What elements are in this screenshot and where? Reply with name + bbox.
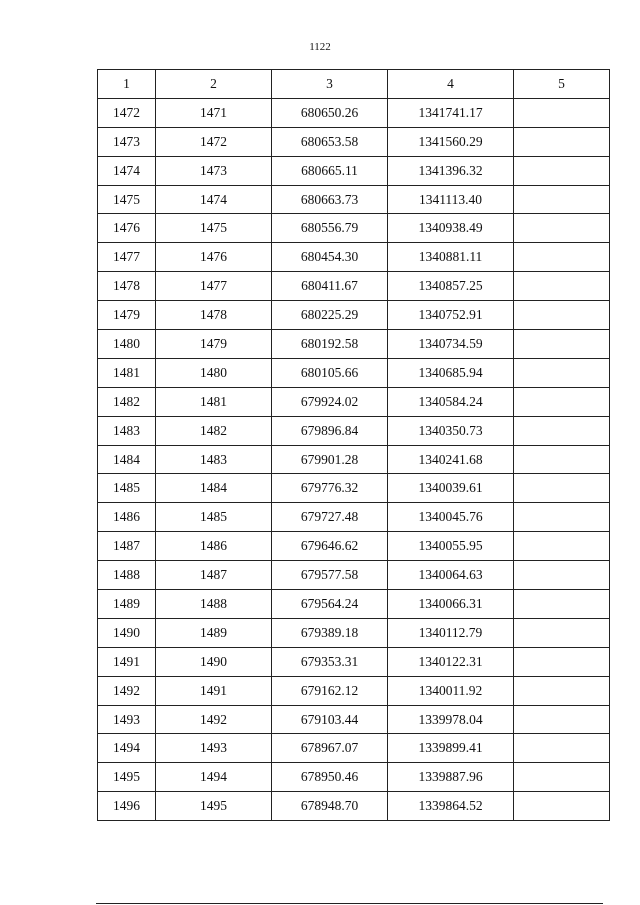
table-cell xyxy=(514,358,610,387)
table-cell: 680665.11 xyxy=(272,156,388,185)
table-cell: 679353.31 xyxy=(272,647,388,676)
table-cell: 1340734.59 xyxy=(388,330,514,359)
table-cell: 1472 xyxy=(98,98,156,127)
table-cell: 1483 xyxy=(156,445,272,474)
table-row xyxy=(98,243,610,272)
table-cell: 1481 xyxy=(156,387,272,416)
table-cell: 1475 xyxy=(98,185,156,214)
table-cell: 1340055.95 xyxy=(388,532,514,561)
table-cell: 680650.26 xyxy=(272,98,388,127)
table-cell: 1473 xyxy=(156,156,272,185)
table-cell: 1492 xyxy=(156,705,272,734)
table-cell: 679103.44 xyxy=(272,705,388,734)
table-cell: 1339899.41 xyxy=(388,734,514,763)
table-cell: 1478 xyxy=(156,301,272,330)
table-cell: 1484 xyxy=(98,445,156,474)
table-cell: 1477 xyxy=(98,243,156,272)
table-cell xyxy=(514,416,610,445)
table-cell xyxy=(514,243,610,272)
table-cell: 1491 xyxy=(156,676,272,705)
coordinates-table xyxy=(97,69,610,821)
table-cell: 1481 xyxy=(98,358,156,387)
table-cell xyxy=(514,445,610,474)
table-cell: 1474 xyxy=(156,185,272,214)
table-cell: 679577.58 xyxy=(272,561,388,590)
table-row xyxy=(98,763,610,792)
table-row xyxy=(98,734,610,763)
table-row xyxy=(98,330,610,359)
table-row xyxy=(98,156,610,185)
table-row xyxy=(98,98,610,127)
table-row xyxy=(98,214,610,243)
table-cell xyxy=(514,474,610,503)
table-cell: 679389.18 xyxy=(272,618,388,647)
table-cell: 1480 xyxy=(98,330,156,359)
table-cell: 680653.58 xyxy=(272,127,388,156)
table-cell: 1489 xyxy=(156,618,272,647)
table-cell: 1341741.17 xyxy=(388,98,514,127)
page-number: 1122 xyxy=(309,41,331,53)
table-cell: 1490 xyxy=(98,618,156,647)
column-header-5: 5 xyxy=(514,70,610,99)
table-cell: 1496 xyxy=(98,792,156,821)
table-cell: 1493 xyxy=(156,734,272,763)
table-row xyxy=(98,792,610,821)
table-cell xyxy=(514,98,610,127)
table-cell: 1340881.11 xyxy=(388,243,514,272)
table-cell: 1487 xyxy=(156,561,272,590)
table-cell: 1485 xyxy=(156,503,272,532)
table-cell: 1471 xyxy=(156,98,272,127)
table-cell: 1340857.25 xyxy=(388,272,514,301)
table-cell: 1340045.76 xyxy=(388,503,514,532)
table-cell: 1339887.96 xyxy=(388,763,514,792)
table-cell: 1472 xyxy=(156,127,272,156)
table-cell xyxy=(514,705,610,734)
table-cell: 1482 xyxy=(98,387,156,416)
table-cell: 1488 xyxy=(156,590,272,619)
table-cell: 1489 xyxy=(98,590,156,619)
table-cell xyxy=(514,676,610,705)
table-cell: 1473 xyxy=(98,127,156,156)
table-cell: 1482 xyxy=(156,416,272,445)
table-cell: 1340938.49 xyxy=(388,214,514,243)
table-cell xyxy=(514,185,610,214)
table-cell xyxy=(514,127,610,156)
table-row xyxy=(98,618,610,647)
table-cell xyxy=(514,214,610,243)
table-cell: 1339978.04 xyxy=(388,705,514,734)
table-cell: 680556.79 xyxy=(272,214,388,243)
table-cell: 1490 xyxy=(156,647,272,676)
table-cell: 1341560.29 xyxy=(388,127,514,156)
table-cell: 680411.67 xyxy=(272,272,388,301)
table-body xyxy=(98,98,610,820)
table-cell: 1486 xyxy=(156,532,272,561)
table-row xyxy=(98,561,610,590)
table-cell: 1341396.32 xyxy=(388,156,514,185)
table-cell: 679901.28 xyxy=(272,445,388,474)
table-cell: 1339864.52 xyxy=(388,792,514,821)
table-cell: 1494 xyxy=(98,734,156,763)
table-row xyxy=(98,387,610,416)
table-cell: 1340066.31 xyxy=(388,590,514,619)
table-row xyxy=(98,416,610,445)
table-cell: 680225.29 xyxy=(272,301,388,330)
table-cell: 1340752.91 xyxy=(388,301,514,330)
table-cell xyxy=(514,618,610,647)
column-header-2: 2 xyxy=(156,70,272,99)
table-cell: 679776.32 xyxy=(272,474,388,503)
table-cell: 1493 xyxy=(98,705,156,734)
table-cell xyxy=(514,792,610,821)
table-row xyxy=(98,474,610,503)
table-cell: 679162.12 xyxy=(272,676,388,705)
table-cell: 1495 xyxy=(98,763,156,792)
table-row xyxy=(98,676,610,705)
table-cell: 1480 xyxy=(156,358,272,387)
table-cell: 1485 xyxy=(98,474,156,503)
table-cell: 1340112.79 xyxy=(388,618,514,647)
table-cell: 1340039.61 xyxy=(388,474,514,503)
table-cell: 1494 xyxy=(156,763,272,792)
table-row xyxy=(98,445,610,474)
table-cell: 1486 xyxy=(98,503,156,532)
table-cell: 1477 xyxy=(156,272,272,301)
table-cell xyxy=(514,272,610,301)
table-cell: 1487 xyxy=(98,532,156,561)
table-cell xyxy=(514,330,610,359)
table-cell: 1484 xyxy=(156,474,272,503)
table-cell: 1488 xyxy=(98,561,156,590)
table-cell: 1340241.68 xyxy=(388,445,514,474)
table-cell: 1479 xyxy=(156,330,272,359)
table-row xyxy=(98,647,610,676)
table-cell xyxy=(514,647,610,676)
table-cell: 1340685.94 xyxy=(388,358,514,387)
table-cell xyxy=(514,387,610,416)
column-header-1: 1 xyxy=(98,70,156,99)
table-cell: 680192.58 xyxy=(272,330,388,359)
table-cell xyxy=(514,301,610,330)
footer-rule xyxy=(96,903,603,904)
table-row xyxy=(98,503,610,532)
table-cell: 1491 xyxy=(98,647,156,676)
table-row xyxy=(98,301,610,330)
table-cell: 679564.24 xyxy=(272,590,388,619)
table-cell: 1483 xyxy=(98,416,156,445)
table-cell: 680454.30 xyxy=(272,243,388,272)
table-cell: 680663.73 xyxy=(272,185,388,214)
table-row xyxy=(98,705,610,734)
table-row xyxy=(98,358,610,387)
table-cell: 1492 xyxy=(98,676,156,705)
table-cell: 1475 xyxy=(156,214,272,243)
table-cell: 1476 xyxy=(156,243,272,272)
table-cell: 1478 xyxy=(98,272,156,301)
table-cell: 679727.48 xyxy=(272,503,388,532)
table-cell: 678950.46 xyxy=(272,763,388,792)
table-cell: 1476 xyxy=(98,214,156,243)
table-cell: 1340064.63 xyxy=(388,561,514,590)
table-cell: 678967.07 xyxy=(272,734,388,763)
table-cell: 1495 xyxy=(156,792,272,821)
table-row xyxy=(98,127,610,156)
table-cell: 1340011.92 xyxy=(388,676,514,705)
table-cell: 1341113.40 xyxy=(388,185,514,214)
table-cell: 679924.02 xyxy=(272,387,388,416)
table-cell: 1479 xyxy=(98,301,156,330)
table-cell: 679646.62 xyxy=(272,532,388,561)
table-cell: 679896.84 xyxy=(272,416,388,445)
table-header-row xyxy=(98,70,610,99)
table-cell xyxy=(514,532,610,561)
table-row xyxy=(98,272,610,301)
table-cell xyxy=(514,503,610,532)
table-cell xyxy=(514,561,610,590)
table-cell xyxy=(514,590,610,619)
table-cell xyxy=(514,156,610,185)
table-cell: 680105.66 xyxy=(272,358,388,387)
table-cell: 1474 xyxy=(98,156,156,185)
column-header-4: 4 xyxy=(388,70,514,99)
table-cell: 678948.70 xyxy=(272,792,388,821)
table-row xyxy=(98,590,610,619)
table-row xyxy=(98,532,610,561)
table-cell: 1340350.73 xyxy=(388,416,514,445)
table-cell xyxy=(514,734,610,763)
column-header-3: 3 xyxy=(272,70,388,99)
table-cell: 1340584.24 xyxy=(388,387,514,416)
table-row xyxy=(98,185,610,214)
table-cell: 1340122.31 xyxy=(388,647,514,676)
table-cell xyxy=(514,763,610,792)
